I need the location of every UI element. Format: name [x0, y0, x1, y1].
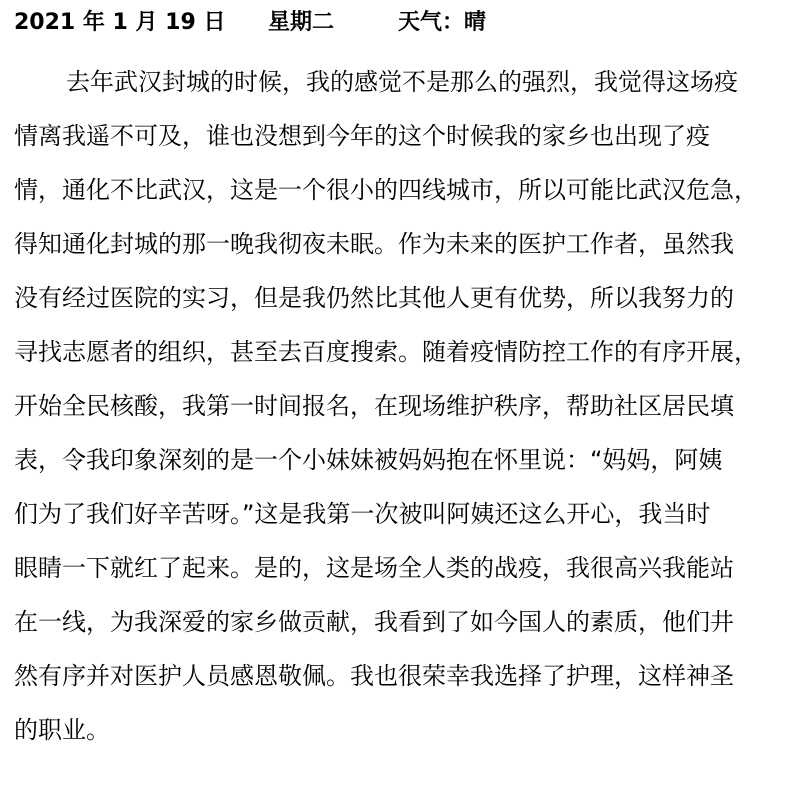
- paragraph-line: 们为了我们好辛苦呀。”这是我第一次被叫阿姨还这么开心，我当时: [14, 500, 711, 528]
- paragraph-line: 表，令我印象深刻的是一个小妹妹被妈妈抱在怀里说：“妈妈，阿姨: [14, 446, 723, 474]
- diary-paragraph: [14, 55, 780, 757]
- diary-header: [14, 5, 714, 41]
- paragraph-line: 得知通化封城的那一晚我彻夜未眠。作为未来的医护工作者，虽然我: [14, 230, 734, 258]
- diary-date: 2021 年 1 月 19 日: [14, 10, 226, 35]
- diary-weather: 天气：晴: [398, 10, 487, 35]
- paragraph-line: 然有序并对医护人员感恩敬佩。我也很荣幸我选择了护理，这样神圣: [14, 662, 734, 690]
- paragraph-line: 寻找志愿者的组织，甚至去百度搜索。随着疫情防控工作的有序开展，: [14, 338, 758, 366]
- paragraph-line: 去年武汉封城的时候，我的感觉不是那么的强烈，我觉得这场疫: [66, 68, 738, 96]
- paragraph-line: 情离我遥不可及，谁也没想到今年的这个时候我的家乡也出现了疫: [14, 122, 710, 150]
- paragraph-line: 眼睛一下就红了起来。是的，这是场全人类的战疫，我很高兴我能站: [14, 554, 734, 582]
- paragraph-line: 在一线，为我深爱的家乡做贡献，我看到了如今国人的素质，他们井: [14, 608, 734, 636]
- diary-weekday: 星期二: [268, 10, 335, 35]
- paragraph-line: 的职业。: [14, 716, 110, 744]
- paragraph-line: 开始全民核酸，我第一时间报名，在现场维护秩序，帮助社区居民填: [14, 392, 734, 420]
- paragraph-line: 没有经过医院的实习，但是我仍然比其他人更有优势，所以我努力的: [14, 284, 734, 312]
- paragraph-line: 情，通化不比武汉，这是一个很小的四线城市，所以可能比武汉危急，: [14, 176, 758, 204]
